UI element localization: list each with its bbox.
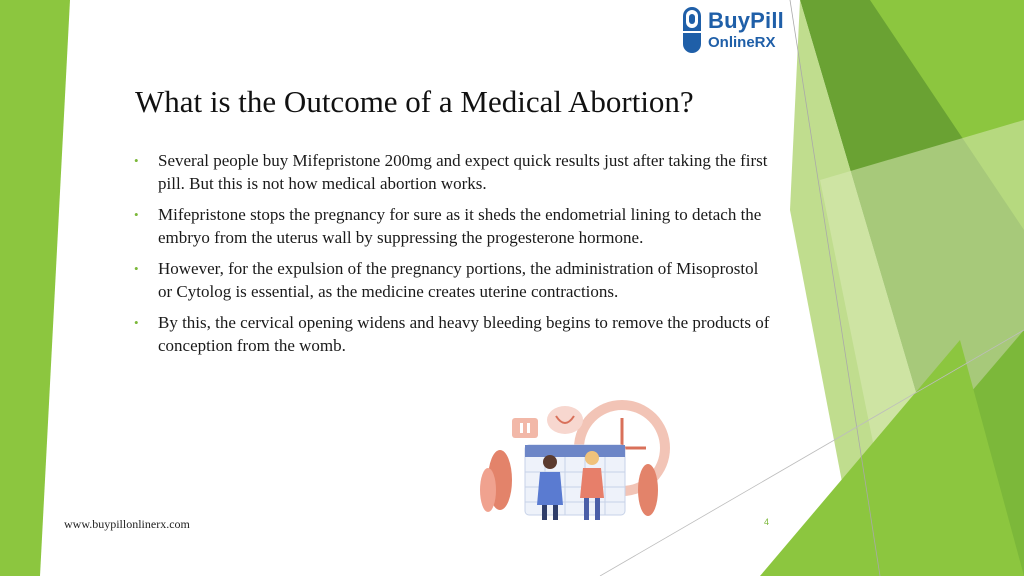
bullet-item [130, 257, 770, 303]
bullet-item [130, 149, 770, 195]
slide-title: What is the Outcome of a Medical Abortion? [135, 84, 694, 119]
bullet-dot: • [134, 207, 139, 222]
brand-name-line1: BuyPill [708, 8, 784, 33]
bullet-list [130, 149, 770, 365]
plant-leaf-icon [638, 464, 658, 516]
calendar-header [525, 445, 625, 457]
brand-logo [680, 6, 790, 56]
bullet-item [130, 311, 770, 357]
woman-figure-icon [580, 468, 604, 498]
bullet-text: By this, the cervical opening widens and heavy bleeding begins to remove the products of conception from the womb. [158, 313, 770, 355]
left-green-bar [0, 0, 70, 576]
pause-bubble-icon [512, 418, 538, 438]
woman-figure-icon [537, 472, 563, 505]
bullet-dot: • [134, 261, 139, 276]
bullet-text: Mifepristone stops the pregnancy for sure as it sheds the endometrial lining to detach the embryo from the uterus wall by suppressing the progesterone hormone. [158, 205, 762, 247]
calendar-clock-women-illustration [470, 390, 700, 525]
footer-url: www.buypillonlinerx.com [64, 517, 190, 531]
brand-name-line2 [708, 34, 776, 51]
uterus-bubble-icon [547, 406, 583, 434]
bullet-dot: • [134, 153, 139, 168]
bullet-text: However, for the expulsion of the pregnancy portions, the administration of Misoprostol or Cytolog is essential, as the medicine creates uterine contractions. [158, 259, 759, 301]
bullet-item [130, 203, 770, 249]
brand-online-text: Online [708, 34, 755, 51]
bullet-text: Several people buy Mifepristone 200mg and expect quick results just after taking the first pill. But this is not how medical abortion works. [158, 151, 768, 193]
woman-figure-icon [585, 451, 599, 465]
brand-rx-text: RX [754, 34, 776, 51]
page-number: 4 [764, 517, 770, 527]
plant-leaf-icon [480, 468, 496, 512]
woman-figure-icon [543, 455, 557, 469]
pill-capsule-icon [680, 6, 704, 54]
bullet-dot: • [134, 315, 139, 330]
